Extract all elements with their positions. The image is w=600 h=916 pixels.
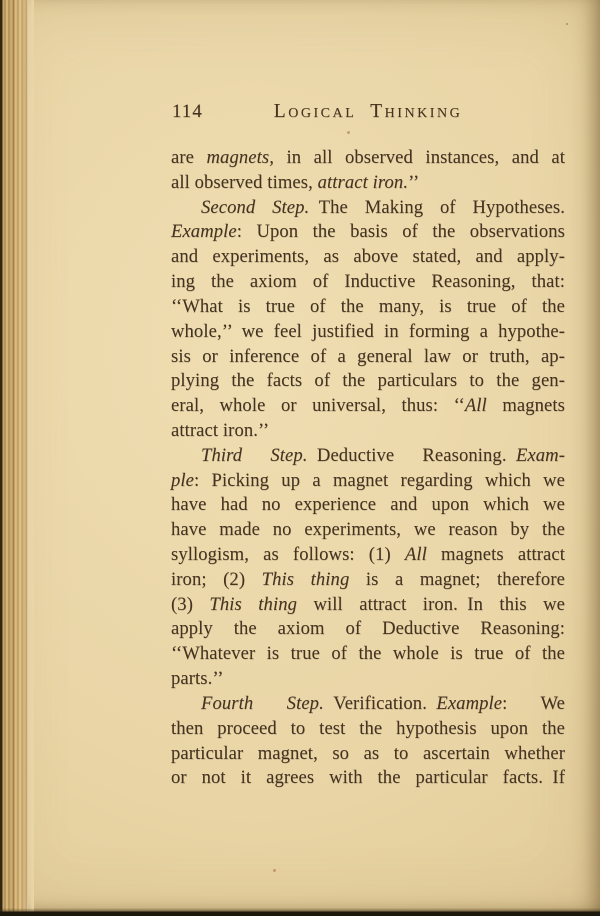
paper-speck — [566, 23, 568, 25]
text-line: then proceed to test the hypothesis upon the — [171, 717, 565, 739]
text-line: ple: Picking up a magnet regarding which we — [171, 469, 565, 491]
running-header — [171, 101, 565, 125]
text-line: apply the axiom of Deductive Reasoning: — [171, 618, 565, 640]
text-line: iron; (2) This thing is a magnet; therefore — [171, 568, 565, 590]
text-line: attract iron.’’ — [171, 419, 270, 441]
page-content — [171, 101, 565, 791]
text-line: eral, whole or universal, thus: ‘‘All magnets — [171, 395, 565, 417]
text-line: have had no experience and upon which we — [171, 494, 565, 516]
text-line: are magnets, in all observed instances, and at — [171, 147, 566, 168]
text-line: ‘‘What is true of the many, is true of the — [171, 295, 565, 317]
text-line: ing the axiom of Inductive Reasoning, that: — [171, 271, 565, 293]
text-line: whole,’’ we feel justified in forming a hypothe- — [171, 320, 565, 342]
text-line: Fourth Step. Verification. Example: We — [201, 692, 565, 714]
text-line: or not it agrees with the particular facts. If — [171, 767, 565, 789]
text-line: plying the facts of the particulars to the gen- — [171, 370, 565, 392]
text-line: sis or inference of a general law or truth, ap- — [171, 345, 565, 367]
body-text — [171, 146, 565, 791]
text-line: and experiments, as above stated, and apply- — [171, 246, 565, 268]
text-line: particular magnet, so as to ascertain whether — [171, 742, 565, 764]
text-line: Third Step. Deductive Reasoning. Exam- — [201, 444, 565, 466]
text-line: Second Step. The Making of Hypotheses. — [201, 196, 565, 218]
text-line: Example: Upon the basis of the observations — [171, 221, 565, 243]
running-title: Logical Thinking — [273, 101, 463, 122]
text-line: parts.’’ — [171, 668, 224, 690]
text-line: (3) This thing will attract iron. In this we — [171, 593, 566, 615]
page-number: 114 — [172, 101, 203, 122]
book-binding-edge — [0, 0, 28, 916]
text-line: have made no experiments, we reason by the — [171, 519, 565, 541]
text-line: syllogism, as follows: (1) All magnets attract — [171, 544, 565, 565]
book-bottom-edge — [0, 908, 600, 916]
paper-speck — [273, 869, 276, 872]
text-line: ‘‘Whatever is true of the whole is true of the — [171, 643, 565, 665]
text-line: all observed times, attract iron.’’ — [171, 171, 420, 193]
